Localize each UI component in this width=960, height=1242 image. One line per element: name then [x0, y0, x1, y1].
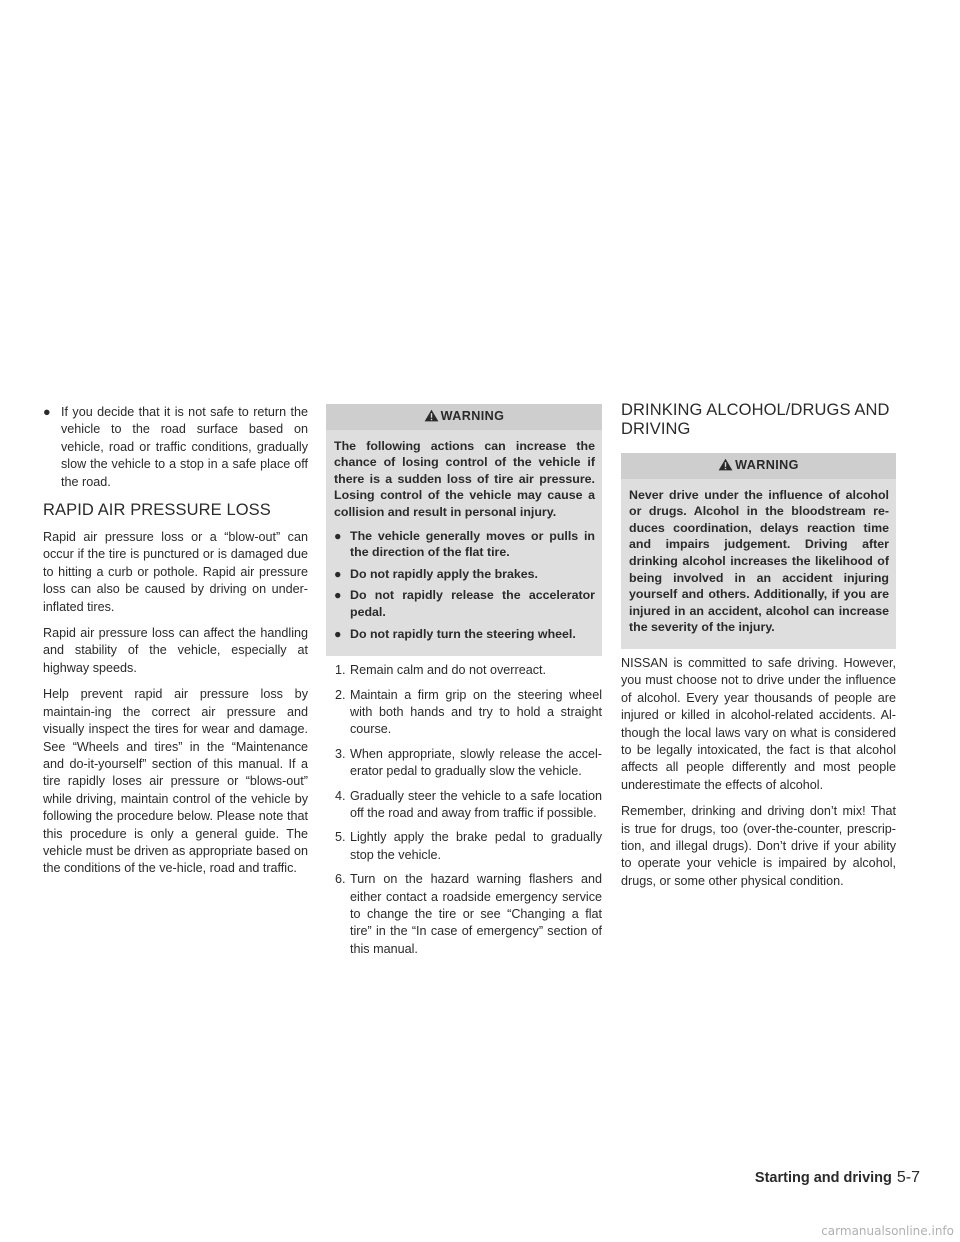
step-number: 3.: [335, 746, 346, 761]
step-text: Remain calm and do not overreact.: [350, 663, 547, 678]
warning-box-alcohol: [621, 453, 896, 649]
paragraph: Help prevent rapid air pressure loss by maintain-ing the correct air pressure and visually inspect the tires for wear and damage. See “Wheels and tires” in the “Maintenance and do-it-yourself” section of this manual. If a tire rapidly loses air pressure or “blows-out” while driving, maintain control of the vehicle by following the procedure below. Please note that this procedure is only a general guide. The vehicle must be driven as appropriate based on the conditions of the ve-hicle, road and traffic.: [43, 687, 308, 876]
list-item: [326, 746, 602, 781]
section-heading-drinking-alcohol: DRINKING ALCOHOL/DRUGS AND DRIVING: [621, 401, 890, 438]
bullet-text: Do not rapidly release the accelerator pedal.: [350, 588, 595, 619]
step-text: Maintain a firm grip on the steering wheel with both hands and try to hold a straight course.: [350, 687, 602, 737]
footer-section-title: Starting and driving: [754, 1170, 892, 1186]
list-item: [334, 587, 595, 620]
warning-bullet-list: [334, 528, 595, 643]
warning-triangle-icon: [718, 458, 735, 472]
step-text: Lightly apply the brake pedal to gradually stop the vehicle.: [350, 830, 602, 862]
paragraph: Rapid air pressure loss can affect the handling and stability of the vehicle, especially at highway speeds.: [43, 626, 308, 675]
bullet-text: Do not rapidly turn the steering wheel.: [350, 626, 576, 641]
paragraph: Remember, drinking and driving don’t mix! That is true for drugs, too (over-the-counter, prescrip-tion, and illegal drugs). Don’t drive if your ability to operate your vehicle is impaired by alcohol, drugs, or some other physical condition.: [621, 804, 896, 888]
bullet-text: If you decide that it is not safe to return the vehicle to the road surface based on vehicle, road or traffic conditions, gradually slow the vehicle to a stop in a safe place off the road.: [61, 405, 308, 489]
step-text: Gradually steer the vehicle to a safe location off the road and away from traffic if possible.: [350, 788, 602, 820]
procedure-steps: [326, 662, 602, 958]
column-right: [621, 401, 896, 899]
step-number: 5.: [335, 830, 346, 845]
warning-title: WARNING: [735, 458, 799, 472]
bullet-text: Do not rapidly apply the brakes.: [350, 566, 538, 581]
paragraph: Rapid air pressure loss or a “blow-out” can occur if the tire is punctured or is damaged due to hitting a curb or pothole. Rapid air pressure loss can also be caused by driving on under-inflated tires.: [43, 530, 308, 614]
bullet-marker: ●: [334, 566, 342, 581]
step-number: 4.: [335, 788, 346, 803]
bullet-marker: ●: [334, 588, 342, 603]
warning-box-tire: [326, 404, 602, 656]
step-text: When appropriate, slowly release the accel-erator pedal to gradually slow the vehicle.: [350, 746, 602, 779]
step-number: 1.: [335, 663, 346, 678]
warning-header: [621, 453, 896, 479]
list-item: [326, 829, 602, 864]
column-middle: [326, 404, 602, 966]
list-item: [334, 566, 595, 583]
bullet-marker: ●: [334, 528, 342, 543]
list-item: [43, 404, 308, 491]
column-left: [43, 404, 308, 887]
paragraph: NISSAN is committed to safe driving. However, you must choose not to drive under the influence of alcohol. Every year thousands of people are injured or killed in alcohol-related accidents. Al-though the local laws vary on what is considered to be legally intoxicated, the fact is that alcohol affects all people differently and most people underestimate the effects of alcohol.: [621, 655, 896, 792]
bullet-marker: ●: [334, 626, 342, 641]
watermark: carmanualsonline.info: [821, 1224, 954, 1238]
page-number: 5-7: [896, 1169, 920, 1186]
list-item: [326, 687, 602, 739]
step-number: 6.: [335, 872, 346, 887]
section-heading-rapid-air-pressure-loss: RAPID AIR PRESSURE LOSS: [43, 501, 271, 520]
step-number: 2.: [335, 687, 346, 702]
list-item: [334, 626, 595, 643]
list-item: [326, 788, 602, 823]
list-item: [326, 871, 602, 958]
bullet-text: The vehicle generally moves or pulls in the direction of the flat tire.: [350, 528, 595, 560]
bullet-marker: ●: [43, 405, 51, 419]
list-item: [326, 662, 602, 679]
warning-text: The following actions can increase the chance of losing control of the vehicle if there is a sudden loss of tire air pressure. Losing control of the vehicle may cause a collision and result in personal injury.: [334, 438, 595, 519]
warning-text: Never drive under the influence of alcohol or drugs. Alcohol in the bloodstream re-duces coordination, delays reaction time and impairs judgement. Driving after drinking alcohol increases the likelihood of being involved in an accident injuring yourself and others. Additionally, if you are injured in an accident, alcohol can increase the severity of the injury.: [629, 487, 889, 635]
warning-header: [326, 404, 602, 430]
intro-bullet-list: [43, 404, 308, 491]
list-item: [334, 528, 595, 561]
warning-title: WARNING: [440, 409, 505, 423]
page-footer: [755, 1169, 920, 1187]
step-text: Turn on the hazard warning flashers and either contact a roadside emergency service to change the tire or see “Changing a flat tire” in the “In case of emergency” section of this manual.: [350, 872, 602, 956]
warning-triangle-icon: [424, 409, 441, 423]
